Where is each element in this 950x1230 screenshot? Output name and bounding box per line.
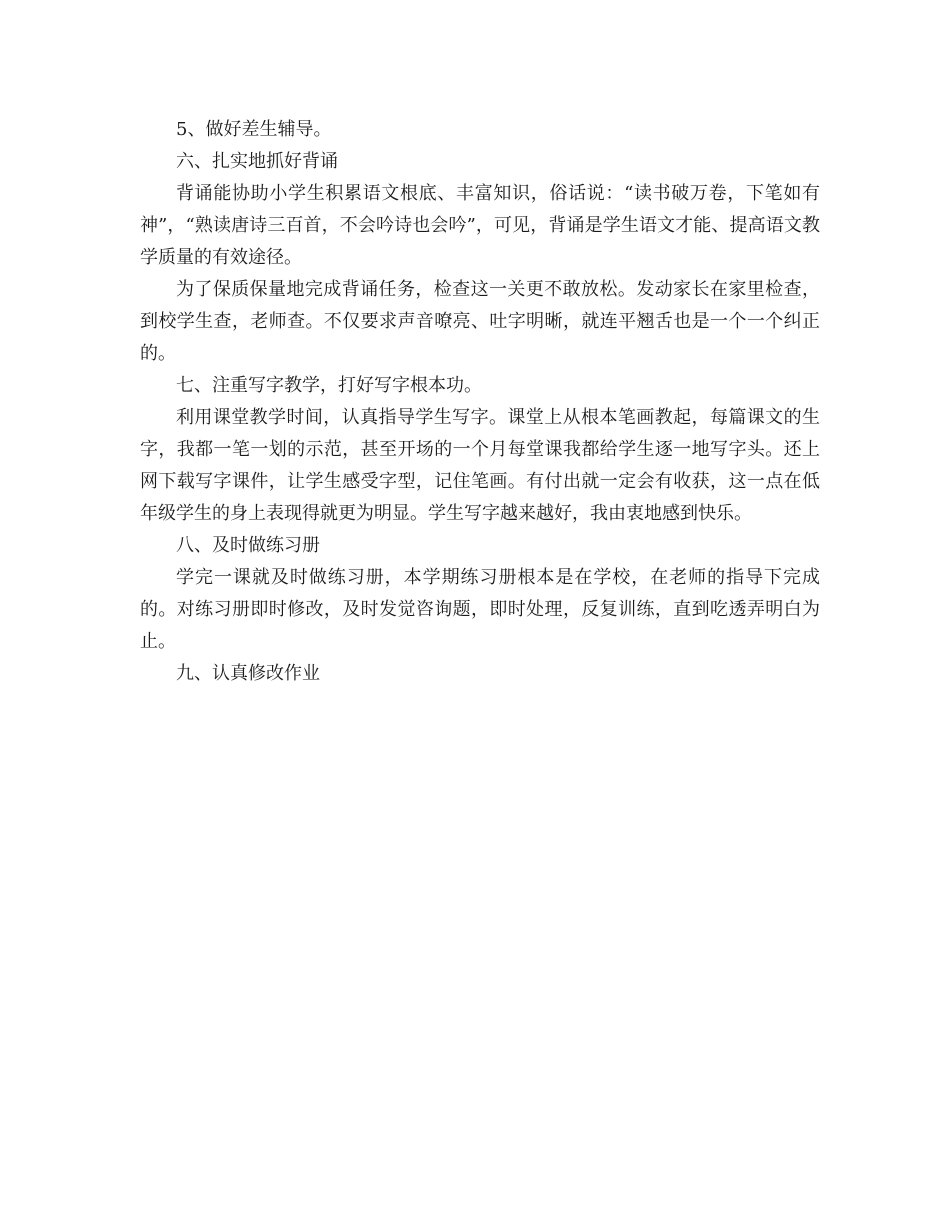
- paragraph: 学完一课就及时做练习册，本学期练习册根本是在学校，在老师的指导下完成的。对练习册即时修改，及时发觉咨询题，即时处理，反复训练，直到吃透弄明白为止。: [140, 567, 820, 652]
- section-heading: 九、认真修改作业: [176, 663, 320, 684]
- item-heading: 5、做好差生辅导。: [176, 119, 332, 140]
- paragraph: 背诵能协助小学生积累语文根底、丰富知识，俗话说：“读书破万卷，下笔如有神”，“熟读唐诗三百首，不会吟诗也会吟”，可见，背诵是学生语文才能、提高语文教学质量的有效途径。: [140, 183, 820, 268]
- paragraph: 利用课堂教学时间，认真指导学生写字。课堂上从根本笔画教起，每篇课文的生字，我都一笔一划的示范，甚至开场的一个月每堂课我都给学生逐一地写字头。还上网下载写字课件，让学生感受字型，记住笔画。有付出就一定会有收获，这一点在低年级学生的身上表现得就更为明显。学生写字越来越好，我由衷地感到快乐。: [140, 407, 820, 524]
- section-heading: 八、及时做练习册: [176, 535, 320, 556]
- document-body: [140, 114, 820, 690]
- paragraph: 为了保质保量地完成背诵任务，检查这一关更不敢放松。发动家长在家里检查，到校学生查，老师查。不仅要求声音嘹亮、吐字明晰，就连平翘舌也是一个一个纠正的。: [140, 279, 820, 364]
- section-heading: 六、扎实地抓好背诵: [176, 151, 338, 172]
- section-heading: 七、注重写字教学，打好写字根本功。: [176, 375, 482, 396]
